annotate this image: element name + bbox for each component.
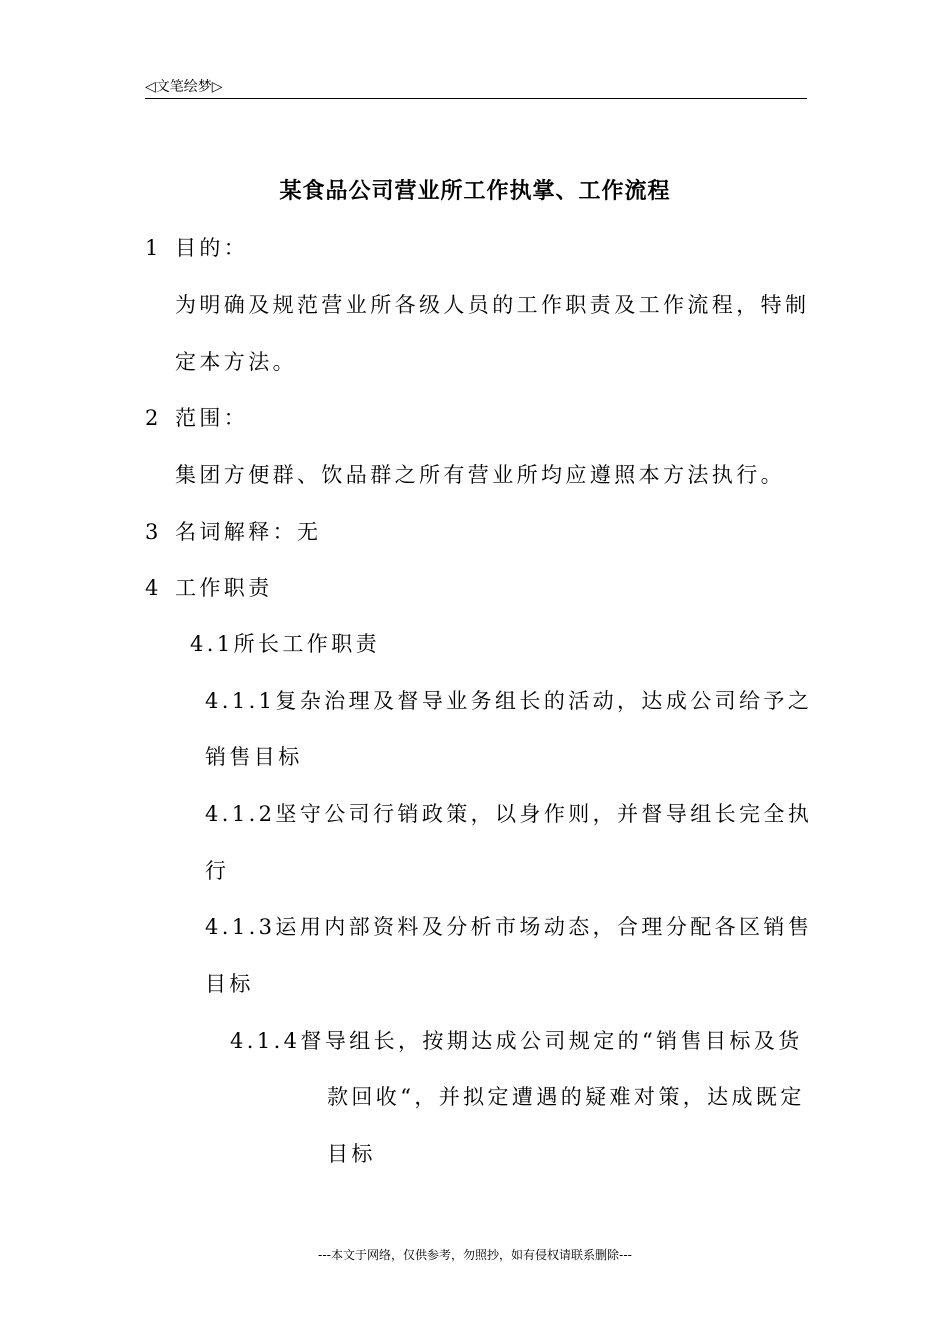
section-title: 目的： [175,236,249,260]
page-header [145,74,807,99]
section-1-heading [145,234,248,262]
section-number: 1 [145,236,162,260]
section-title: 工作职责 [175,576,273,600]
item-4-1-3-line-1: 4.1.3运用内部资料及分析市场动态，合理分配各区销售 [205,915,813,939]
item-4-1-1-line-2: 销售目标 [205,745,303,769]
subsection-4-1-heading: 4.1所长工作职责 [190,632,380,656]
section-4-heading [145,574,273,602]
section-number: 4 [145,576,162,600]
document-title: 某食品公司营业所工作执掌、工作流程 [279,178,671,204]
item-4-1-4-line-2: 款回收“，并拟定遭遇的疑难对策，达成既定 [327,1085,805,1109]
page-footer: ---本文于网络，仅供参考，勿照抄，如有侵权请联系删除--- [318,1248,632,1262]
section-title: 范围： [175,406,249,430]
section-1-body-line-2: 定本方法。 [175,350,297,374]
section-2-body-line-1: 集团方便群、饮品群之所有营业所均应遵照本方法执行。 [175,463,785,487]
item-4-1-1-line-1: 4.1.1复杂治理及督导业务组长的活动，达成公司给予之 [205,689,813,713]
item-4-1-4-line-3: 目标 [327,1142,376,1166]
item-4-1-4-line-1: 4.1.4督导组长，按期达成公司规定的“销售目标及货 [230,1029,803,1053]
section-number: 2 [145,406,162,430]
item-4-1-2-line-2: 行 [205,859,230,883]
item-4-1-2-line-1: 4.1.2坚守公司行销政策，以身作则，并督导组长完全执 [205,802,813,826]
section-number: 3 [145,520,162,544]
section-3-heading [145,518,321,546]
section-2-heading [145,404,248,432]
section-1-body-line-1: 为明确及规范营业所各级人员的工作职责及工作流程，特制 [175,293,810,317]
section-title: 名词解释：无 [175,520,322,544]
item-4-1-3-line-2: 目标 [205,972,254,996]
header-text: ◁文笔绘梦▷ [145,79,223,95]
